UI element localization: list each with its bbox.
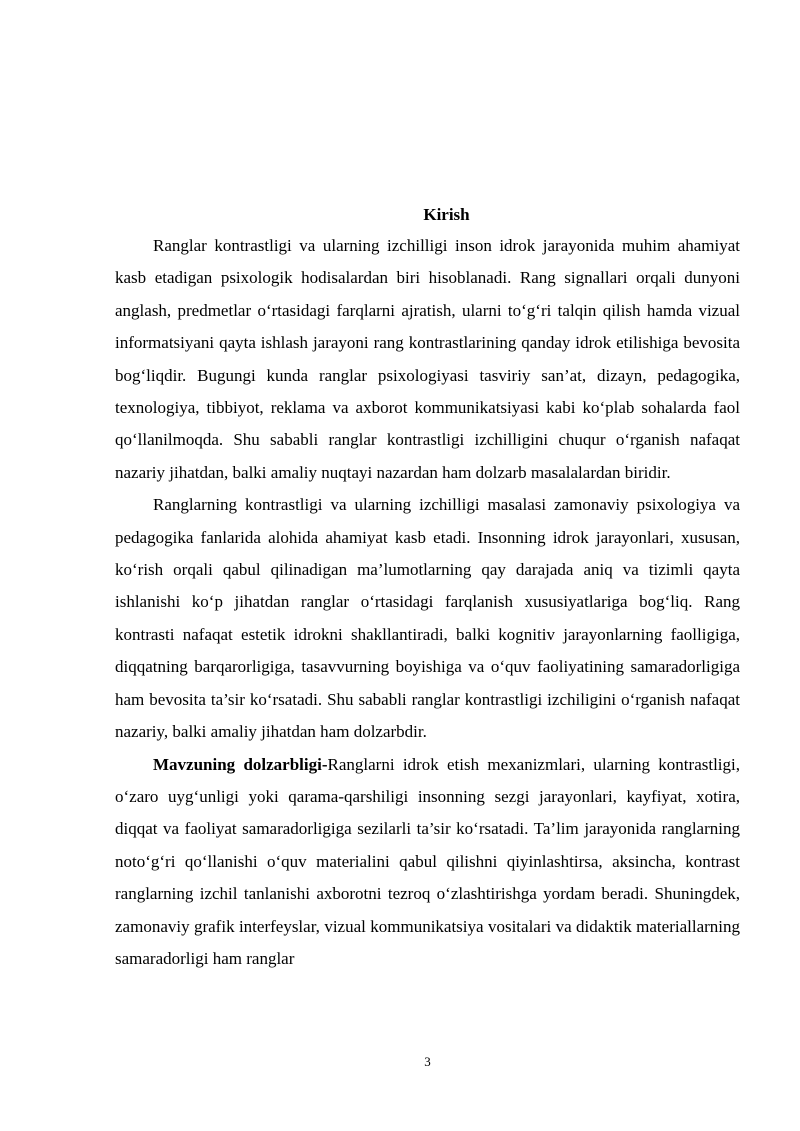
paragraph-intro <box>115 230 740 489</box>
paragraph-lead: Mavzuning dolzarbligi- <box>153 754 328 774</box>
page-number: 3 <box>424 1054 431 1069</box>
paragraph-text: Ranglarning kontrastligi va ularning izchilligi masalasi zamonaviy psixologiya va pedagogika fanlarida alohida ahamiyat kasb etadi. Insonning idrok jarayonlari, xususan, ko‘rish orqali qabul qilinadigan ma’lumotlarning qay darajada aniq va tizimli qayta ishlanishi ko‘p jihatdan ranglar o‘rtasidagi farqlanish xususiyatlariga bog‘liq. Rang kontrasti nafaqat estetik idrokni shakllantiradi, balki kognitiv jarayonlarning faolligiga, diqqatning barqarorligiga, tasavvurning boyishiga va o‘quv faoliyatining samaradorligiga ham bevosita ta’sir ko‘rsatadi. Shu sababli ranglar kontrastligi izchiligini o‘rganish nafaqat nazariy, balki amaliy jihatdan ham dolzarbdir. <box>115 495 740 742</box>
paragraph-text: Ranglar kontrastligi va ularning izchilligi inson idrok jarayonida muhim ahamiyat kasb etadigan psixologik hodisalardan biri hisoblanadi. Rang signallari orqali dunyoni anglash, predmetlar o‘rtasidagi farqlarni ajratish, ularni to‘g‘ri talqin qilish hamda vizual informatsiyani qayta ishlash jarayoni rang kontrastlarining qanday idrok etilishiga bevosita bog‘liqdir. Bugungi kunda ranglar psixologiyasi tasviriy san’at, dizayn, pedagogika, texnologiya, tibbiyot, reklama va axborot kommunikatsiyasi kabi ko‘plab sohalarda faol qo‘llanilmoqda. Shu sababli ranglar kontrastligi izchilligini chuqur o‘rganish nafaqat nazariy jihatdan, balki amaliy nuqtayi nazardan ham dolzarb masalalardan biridir. <box>115 236 740 482</box>
section-title: Kirish <box>423 205 470 224</box>
paragraph-text: Ranglarni idrok etish mexanizmlari, ularning kontrastligi, o‘zaro uyg‘unligi yoki qarama-qarshiligi insonning sezgi jarayonlari, kayfiyat, xotira, diqqat va faoliyat samaradorligiga sezilarli ta’sir ko‘rsatadi. Ta’lim jarayonida ranglarning noto‘g‘ri qo‘llanishi o‘quv materialini qabul qilishni qiyinlashtirsa, aksincha, kontrast ranglarning izchil tanlanishi axborotni tezroq o‘zlashtirishga yordam beradi. Shuningdek, zamonaviy grafik interfeyslar, vizual kommunikatsiya vositalari va didaktik materiallarning samaradorligi ham ranglar <box>115 754 740 968</box>
paragraph-importance <box>115 489 740 748</box>
body-text <box>115 230 740 975</box>
paragraph-relevance <box>115 749 740 976</box>
